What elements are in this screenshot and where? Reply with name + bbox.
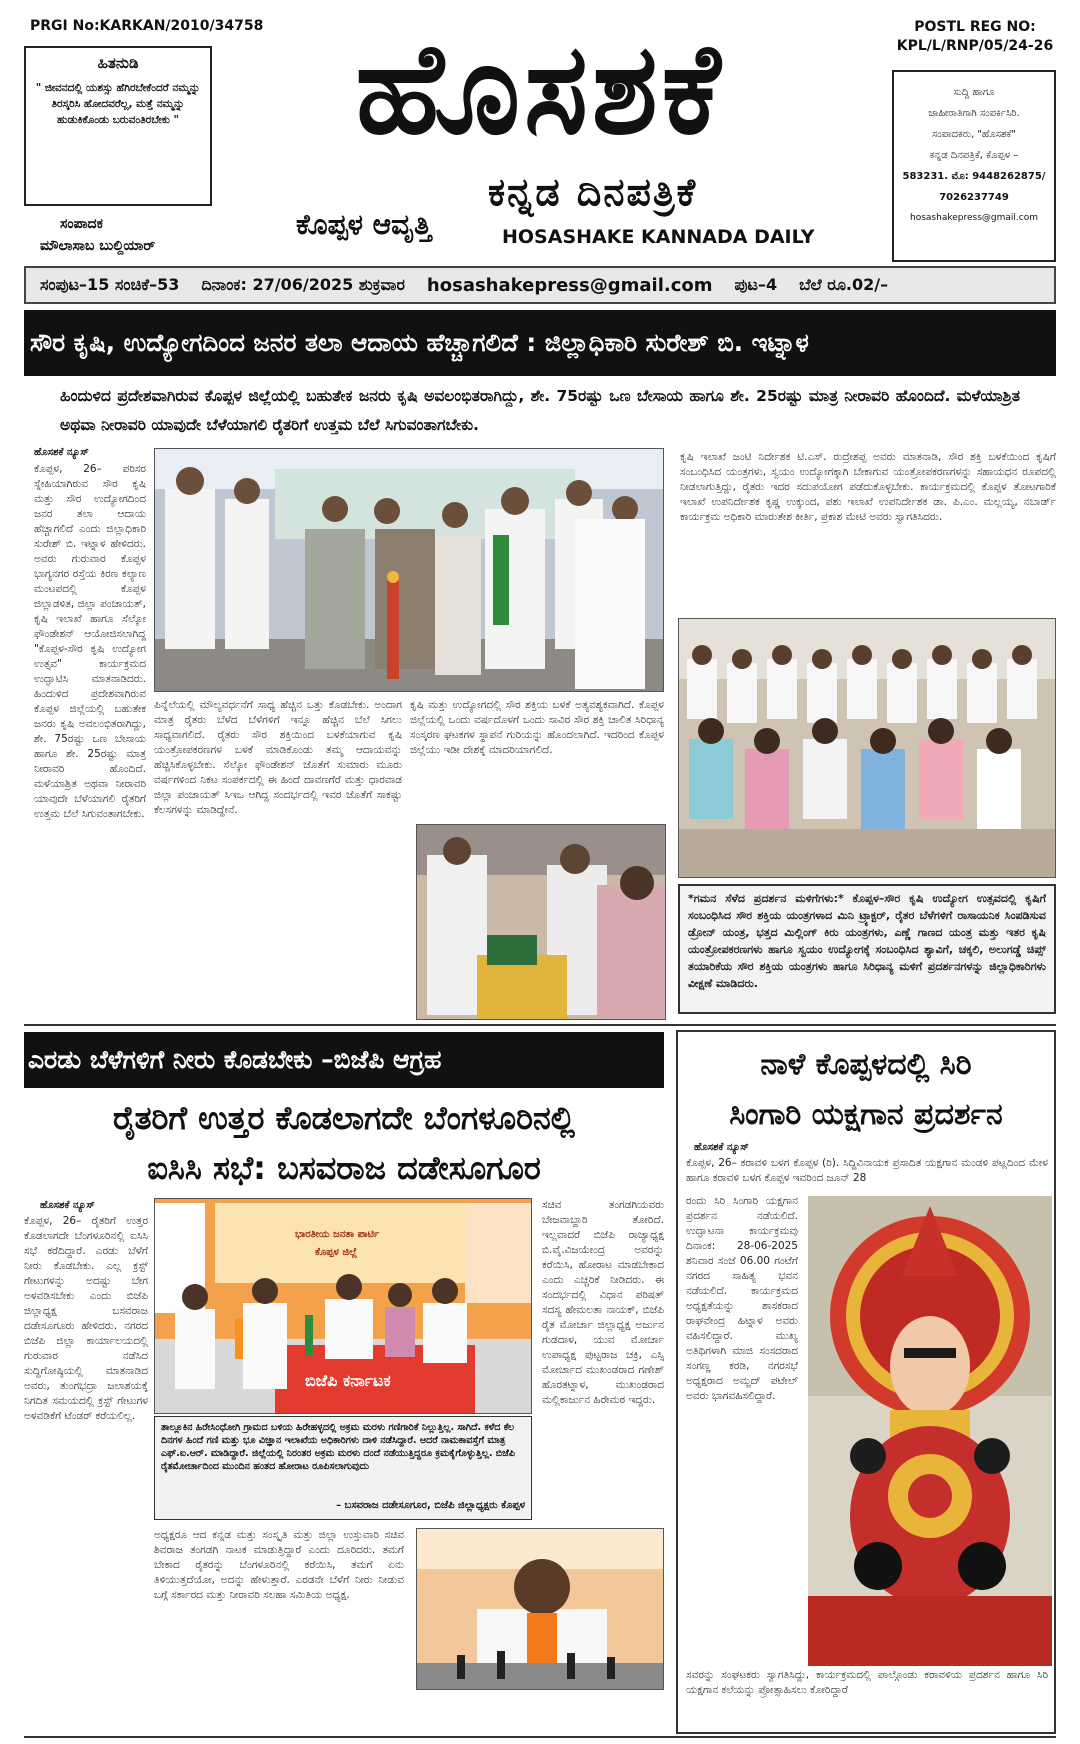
bjp-headline-2: ಐಸಿಸಿ ಸಭೆ: ಬಸವರಾಜ ದಡೇಸೂಗೂರ xyxy=(147,1149,541,1187)
bjp-headline-1: ರೈತರಿಗೆ ಉತ್ತರ ಕೊಡಲಾಗದೇ ಬೆಂಗಳೂರಿನಲ್ಲಿ xyxy=(113,1099,575,1137)
lead-byline: ಹೊಸಶಕೆ ನ್ಯೂಸ್ xyxy=(34,447,89,458)
subtitle-kannada: ಕನ್ನಡ ದಿನಪತ್ರಿಕೆ xyxy=(488,170,698,214)
bjp-byline: ಹೊಸಶಕೆ ನ್ಯೂಸ್ xyxy=(40,1200,95,1211)
stage-photo xyxy=(154,448,664,692)
motto-text: " ಜೀವನದಲ್ಲಿ ಯಶಸ್ಸು ಹೆಗಿರಬೇಕೆಂದರೆ ನಮ್ಮನ್ನು ತಿರಸ್ಕರಿಸಿ ಹೋದವರೆಲ್ಲ, ಮತ್ತೆ ನಮ್ಮನ್ನು ಹುಡುಕಿಕೊಂಡು ಬರುವಂತಿರಬೇಕು " xyxy=(35,82,201,126)
contact-line: ಜಾಹೀರಾತಿಗಾಗಿ ಸಂಪರ್ಕಿಸಿರಿ. xyxy=(928,108,1020,119)
yakshagana-headline-1: ನಾಳೆ ಕೊಪ್ಪಳದಲ್ಲಿ ಸಿರಿ xyxy=(760,1047,972,1082)
contact-line: ಸುದ್ದಿ ಹಾಗೂ xyxy=(953,87,995,98)
audience-photo-art xyxy=(679,619,1056,878)
bjp-banner-sub: ಕೊಪ್ಪಳ ಜಿಲ್ಲೆ xyxy=(315,1247,358,1258)
lead-column-2: ಪಿನ್ನೆಲೆಯಲ್ಲಿ ಮೌಲ್ಯವರ್ಧನೆಗೆ ಸಾಧ್ಯ ಹೆಚ್ಚಿನ ಒತ್ತು ಕೊಡಬೇಕು. ಅಂದಾಗ ಮಾತ್ರ ರೈತರು ಬೆಳೆದ ಬೆಳೆಗಳಿಗೆ ಇನ್ನೂ ಹೆಚ್ಚಿನ ಬೆಲೆ ಸಿಗಲು ಸಾಧ್ಯವಾಗಲಿದೆ. ರೈತರು ಸೌರ ಶಕ್ತಿಯಿಂದ ಬಳಕೆಯಾಗುವ ಕೃಷಿ ಯಂತ್ರೋಪಕರಣಗಳ ಬಳಕೆ ಮಾಡಿಕೊಂಡು ತಮ್ಮ ಆದಾಯವನ್ನು ಹೆಚ್ಚಿಸಿಕೊಳ್ಳಬೇಕು. ಸೆಲ್ಕೋ ಫೌಂಡೇಶನ್ ಜೊತೆಗೆ ಸುಮಾರು ಮೂರು ವರ್ಷಗಳಿಂದ ನಿಕಟ ಸಂಪರ್ಕದಲ್ಲಿ ಈ ಹಿಂದೆ ದಾವಣಗೆರೆ ಮತ್ತು ಧಾರವಾಡ ಜಿಲ್ಲಾ ಪಂಚಾಯತ್ ಸಿಇಒ ಆಗಿದ್ದ ಸಂದರ್ಭದಲ್ಲಿ ಇವರ ಜೊತೆಗೆ ಸಾಕಷ್ಟು ಕೆಲಸಗಳನ್ನು ಮಾಡಿದ್ದೇನೆ. xyxy=(154,699,402,816)
dateline-bar xyxy=(24,266,1056,304)
section-divider xyxy=(24,1024,1056,1026)
price: ಬೆಲೆ ರೂ.02/– xyxy=(799,275,889,294)
bjp-column-1: ಕೊಪ್ಪಳ, 26– ರೈತರಿಗೆ ಉತ್ತರ ಕೊಡಲಾಗದೇ ಬೆಂಗಳೂರಿನಲ್ಲಿ ಐಸಿಸಿ ಸಭೆ ಕರೆದಿದ್ದಾರೆ. ಎರಡು ಬೆಳೆಗೆ ನೀರು ಕೊಡಬೇಕು. ಎಲ್ಲ ಕ್ರಸ್ಟ್ ಗೇಟುಗಳನ್ನು ಅದಷ್ಟು ಬೇಗ ಅಳವಡಿಸಬೇಕು ಎಂದು ಬಿಜೆಪಿ ಜಿಲ್ಲಾಧ್ಯಕ್ಷ ಬಸವರಾಜ ದಡೇಸೂಗೂರು ಹೇಳಿದರು. ನಗರದ ಬಿಜೆಪಿ ಜಿಲ್ಲಾ ಕಾರ್ಯಾಲಯದಲ್ಲಿ ಗುರುವಾರ ನಡೆಸಿದ ಸುದ್ದಿಗೋಷ್ಠಿಯಲ್ಲಿ ಮಾತನಾಡಿದ ಅವರು, ತುಂಗಭದ್ರಾ ಜಲಾಶಯಕ್ಕೆ ನಿಗದಿತ ಸಮಯದಲ್ಲಿ ಕ್ರಸ್ಟ್ ಗೇಟುಗಳ ಅಳವಡಿಕೆಗೆ ಟೆಂಡರ್ ಕರೆಯಲಿಲ್ಲ. xyxy=(24,1215,148,1422)
stage-photo-art xyxy=(155,449,664,692)
motto-box xyxy=(24,46,212,206)
contact-line: 7026237749 xyxy=(939,192,1009,203)
contact-line: ಸಂಪಾದಕರು, "ಹೊಸಶಕೆ" xyxy=(931,129,1017,140)
yakshagana-closing: ಸವರನ್ನು ಸಂಘಟಕರು ಸ್ವಾಗತಿಸಿದ್ದು, ಕಾರ್ಯಕ್ರಮದಲ್ಲಿ ಪಾಲ್ಗೊಂಡು ಕರಾವಳಿಯ ಪ್ರದರ್ಶನ ಹಾಗೂ ಸಿರಿ ಯಕ್ಷಗಾನ ಕಲೆಯನ್ನು ಪ್ರೋತ್ಸಾಹಿಸಲು ಕೋರಿದ್ದಾರೆ xyxy=(686,1669,1048,1696)
lead-column-1: ಕೊಪ್ಪಳ, 26– ಪರಿಸರ ಸ್ನೇಹಿಯಾಗಿರುವ ಸೌರ ಕೃಷಿ ಮತ್ತು ಸೌರ ಉದ್ಯೋಗದಿಂದ ಜನರ ತಲಾ ಆದಾಯ ಹೆಚ್ಚಾಗಲಿದೆ ಎಂದು ಜಿಲ್ಲಾಧಿಕಾರಿ ಸುರೇಶ್ ಬಿ. ಇಟ್ನಾಳ ಹೇಳಿದರು. ಅವರು ಗುರುವಾರ ಕೊಪ್ಪಳ ಭಾಗ್ಯನಗರ ರಸ್ತೆಯ ಕಿರಣ ಕಲ್ಯಾಣ ಮಂಟಪದಲ್ಲಿ ಕೊಪ್ಪಳ ಜಿಲ್ಲಾಡಳಿತ, ಜಿಲ್ಲಾ ಪಂಚಾಯತ್, ಕೃಷಿ ಇಲಾಖೆ ಹಾಗೂ ಸೆಲ್ಕೋ ಫೌಂಡೇಶನ್ ಆಯೋಜಿಸಲಾಗಿದ್ದ "ಕೊಪ್ಪಳ-ಸೌರ ಕೃಷಿ ಉದ್ಯೋಗ ಉತ್ಸವ" ಕಾರ್ಯಕ್ರಮದ ಉದ್ಘಾಟಿಸಿ ಮಾತನಾಡಿದರು. ಹಿಂದುಳಿದ ಪ್ರದೇಶವಾಗಿರುವ ಕೊಪ್ಪಳ ಜಿಲ್ಲೆಯಲ್ಲಿ ಬಹುತೇಕ ಜನರು ಕೃಷಿ ಅವಲಂಭಿತರಾಗಿದ್ದು, ಶೇ. 75ರಷ್ಟು ಒಣ ಬೇಸಾಯ ಹಾಗೂ ಶೇ. 25ರಷ್ಟು ಮಾತ್ರ ನೀರಾವರಿ ಹೊಂದಿದೆ. ಮಳೆಯಾಶ್ರಿತ ಅಥವಾ ನೀರಾವರಿ ಯಾವುದೇ ಬೆಳೆಯಾಗಲಿ ರೈತರಿಗೆ ಉತ್ತಮ ಬೆಲೆ ಸಿಗುವಂತಾಗಬೇಕು. xyxy=(34,463,146,820)
bjp-kicker: ಎರಡು ಬೆಳೆಗಳಿಗೆ ನೀರು ಕೊಡಬೇಕು –ಬಿಜೆಪಿ ಆಗ್ರಹ xyxy=(24,1032,664,1088)
page-count: ಪುಟ–4 xyxy=(734,275,778,294)
yakshagana-photo-art xyxy=(808,1196,1052,1666)
bjp-banner-text: ಭಾರತೀಯ ಜನತಾ ಪಾರ್ಟಿ xyxy=(295,1229,380,1240)
audience-photo xyxy=(678,618,1056,878)
yakshagana-column: ರಂದು ಸಿರಿ ಸಿಂಗಾರಿ ಯಕ್ಷಗಾನ ಪ್ರದರ್ಶನ ನಡೆಯಲಿದೆ. ಉದ್ಘಾಟನಾ ಕಾರ್ಯಕ್ರಮವು ದಿನಾಂಕ: 28-06-2025 ಶನಿವಾರ ಸಂಜೆ 06.00 ಗಂಟೆಗೆ ನಗರದ ಸಾಹಿತ್ಯ ಭವನ ನಡೆಯಲಿದೆ. ಕಾರ್ಯಕ್ರಮದ ಅಧ್ಯಕ್ಷತೆಯನ್ನು ಶಾಸಕರಾದ ರಾಘವೇಂದ್ರ ಹಿಟ್ನಾಳ ಅವರು ವಹಿಸಲಿದ್ದಾರೆ. ಮುಖ್ಯ ಅತಿಥಿಗಳಾಗಿ ಮಾಜಿ ಸಂಸದರಾದ ಸಂಗಣ್ಣ ಕರಡಿ, ನಗರಸಭೆ ಅಧ್ಯಕ್ಷರಾದ ಅಮ್ಜದ್ ಪಟೇಲ್ ಅವರು ಭಾಗವಹಿಸಲಿದ್ದಾರೆ. xyxy=(686,1195,798,1402)
yakshagana-photo xyxy=(808,1196,1052,1666)
press-meet-photo xyxy=(154,1198,532,1414)
yakshagana-byline: ಹೊಸಶಕೆ ನ್ಯೂಸ್ xyxy=(694,1142,749,1153)
caption-text: ತಾಲ್ಲೂಕಿನ ಹಿರೇಸಿಂಧೋಗಿ ಗ್ರಾಮದ ಬಳಿಯ ಹಿರೇಹಳ್ಳದಲ್ಲಿ ಅಕ್ರಮ ಮರಳು ಗಣಿಗಾರಿಕೆ ನಿಲ್ಲುತ್ತಿಲ್ಲ. ಸಾಗಿದೆ. ಕಳೆದ ಕೆಲ ದಿನಗಳ ಹಿಂದೆ ಗಣಿ ಮತ್ತು ಭೂ ವಿಜ್ಞಾನ ಇಲಾಖೆಯ ಅಧಿಕಾರಿಗಳು ದಾಳಿ ನಡೆಸಿದ್ದಾರೆ. ಆದರೆ ನಾಮಕಾವಸ್ತೆಗೆ ಮಾತ್ರ ಎಫ್.ಐ.ಆರ್. ಮಾಡಿದ್ದಾರೆ. ಜಿಲ್ಲೆಯಲ್ಲಿ ನಿರಂತರ ಅಕ್ರಮ ಮರಳು ದಂದೆ ನಡೆಯುತ್ತಿದ್ದರೂ ಕ್ರಮಕೈಗೊಳ್ಳುತ್ತಿಲ್ಲ. ಬಿಜೆಪಿ ರೈತಮೋರ್ಚಾದಿಂದ ಮುಂದಿನ ಹಂತದ ಹೋರಾಟ ರೂಪಿಸಲಾಗುವುದು xyxy=(161,1422,516,1472)
stall-photo xyxy=(416,824,666,1020)
exhibition-text: *ಗಮನ ಸೆಳೆದ ಪ್ರದರ್ಶನ ಮಳಿಗೆಗಳು:* ಕೊಪ್ಪಳ–ಸೌರ ಕೃಷಿ ಉದ್ಯೋಗ ಉತ್ಸವದಲ್ಲಿ ಕೃಷಿಗೆ ಸಂಬಂಧಿಸಿದ ಸೌರ ಶಕ್ತಿಯ ಯಂತ್ರಗಳಾದ ಮಿನಿ ಟ್ರ್ಯಾಕ್ಟರ್, ರೈತರ ಬೆಳೆಗಳಿಗೆ ರಾಸಾಯನಿಕ ಸಿಂಪಡಿಸುವ ಡ್ರೋನ್ ಯಂತ್ರ, ಭತ್ತದ ಮಿಲ್ಲಿಂಗ್ ಕಿರು ಯಂತ್ರಗಳು, ಎಣ್ಣೆ ಗಾಣದ ಯಂತ್ರ ಮತ್ತು ಇತರ ಕೃಷಿ ಯಂತ್ರೋಪಕರಣಗಳು ಹಾಗೂ ಸ್ವಯಂ ಉದ್ಯೋಗಕ್ಕೆ ಸಂಬಂಧಿಸಿದ ಶ್ಯಾವಿಗೆ, ಚಕ್ಕಲಿ, ಅಲುಗಡ್ಡೆ ಚಿಪ್ಸ್ ತಯಾರಿಕೆಯ ಸೌರ ಶಕ್ತಿಯ ಯಂತ್ರಗಳು ಹಾಗೂ ಸಿರಿಧಾನ್ಯ ಮಳಿಗೆ ಪ್ರದರ್ಶನಗಳನ್ನು ಜಿಲ್ಲಾಧಿಕಾರಿಗಳು ವೀಕ್ಷಣೆ ಮಾಡಿದರು. xyxy=(688,892,1046,990)
motto-title: ಹಿತನುಡಿ xyxy=(97,54,139,72)
speaker-photo xyxy=(416,1528,664,1690)
contact-line: 583231. ಮೊ: 9448262875/ xyxy=(902,171,1046,182)
contact-line: ಕನ್ನಡ ದಿನಪತ್ರಿಕೆ, ಕೊಪ್ಪಳ – xyxy=(929,150,1019,161)
stall-photo-art xyxy=(417,825,666,1020)
bjp-column-3: ಅಧ್ಯಕ್ಷರೂ ಆದ ಕನ್ನಡ ಮತ್ತು ಸಂಸ್ಕೃತಿ ಮತ್ತು ಜಿಲ್ಲಾ ಉಸ್ತುವಾರಿ ಸಚಿವ ಶಿವರಾಜ ತಂಗಡಗಿ ನಾಟಕ ಮಾಡುತ್ತಿದ್ದಾರೆ ಎಂದು ದೂರಿದರು. ತಮಗೆ ಬೇಕಾದ ರೈತರನ್ನು ಬೆಂಗಳೂರಿನಲ್ಲಿ ಕರೆಯಿಸಿ, ತಮಗೆ ಏನು ತಿಳಿಯುತ್ತದೆಯೋ, ಅದನ್ನು ಹೇಳುತ್ತಾರೆ. ಎರಡನೇ ಬೆಳೆಗೆ ನೀರು ನೀಡುವ ಬಗ್ಗೆ ಸರ್ಕಾರದ ಮತ್ತು ನೀರಾವರಿ ಸಲಹಾ ಸಮಿತಿಯ ಅಧ್ಯಕ್ಷ. xyxy=(154,1529,404,1601)
lead-column-3: ಕೃಷಿ ಮತ್ತು ಉದ್ಯೋಗದಲ್ಲಿ ಸೌರ ಶಕ್ತಿಯ ಬಳಕೆ ಅತ್ಯವಶ್ಯಕವಾಗಿದೆ. ಕೊಪ್ಪಳ ಜಿಲ್ಲೆಯಲ್ಲಿ ಒಂದು ವರ್ಷದೊಳಗೆ ಒಂದು ಸಾವಿರ ಸೌರ ಶಕ್ತಿ ಚಾಲಿತ ಸಿರಿಧಾನ್ಯ ಸಂಸ್ಕರಣ ಘಟಕಗಳ ಸ್ಥಾಪನೆ ಗುರಿಯನ್ನು ಹೊಂದಲಾಗಿದೆ. ಇದರಿಂದ ಕೊಪ್ಪಳ ಜಿಲ್ಲೆಯು ಇಡೀ ದೇಶಕ್ಕೆ ಮಾದರಿಯಾಗಲಿದೆ. xyxy=(410,699,664,756)
issue-date: ದಿನಾಂಕ: 27/06/2025 ಶುಕ್ರವಾರ xyxy=(201,275,405,294)
lead-headline: ಸೌರ ಕೃಷಿ, ಉದ್ಯೋಗದಿಂದ ಜನರ ತಲಾ ಆದಾಯ ಹೆಚ್ಚಾಗಲಿದೆ : ಜಿಲ್ಲಾಧಿಕಾರಿ ಸುರೇಶ್ ಬಿ. ಇಟ್ನಾಳ xyxy=(24,310,1056,376)
contact-box xyxy=(892,70,1056,262)
bjp-column-2: ಸಚಿವ ತಂಗಡಗಿಯವರು ಬೇಜವಾಬ್ದಾರಿ ತೋರಿದೆ. ಇಲ್ಲವಾದರೆ ಬಿಜೆಪಿ ರಾಜ್ಯಾಧ್ಯಕ್ಷ ಬಿ.ವೈ.ವಿಜಯೇಂದ್ರ ಅವರನ್ನು ಕರೆಯಿಸಿ, ಹೋರಾಟ ಮಾಡಬೇಕಾದ ಎಂದು ಎಚ್ಚರಿಕೆ ನೀಡಿದರು. ಈ ಸಂದರ್ಭದಲ್ಲಿ ವಿಧಾನ ಪರಿಷತ್ ಸದಸ್ಯ ಹೇಮಲತಾ ನಾಯಕ್, ಬಿಜೆಪಿ ರೈತ ಮೋರ್ಚಾ ಜಿಲ್ಲಾಧ್ಯಕ್ಷ ಅರ್ಜುನ ಗುಡದಾಳ, ಯುವ ಮೋರ್ಚಾ ಉಪಾಧ್ಯಕ್ಷ ಪುಟ್ಟರಾಜ ಚಕ್ರಿ, ಎಸ್ಸಿ ಮೋರ್ಚಾದ ಮುಖಂಡರಾದ ಗಣೇಶ್ ಹೊರತಟ್ನಾಳ, ಮುಖಂಡರಾದ ಮಲ್ಲಿಕಾರ್ಜುನ ಹಿರೇಮಠ ಇದ್ದರು. xyxy=(542,1199,664,1406)
contact-email: hosashakepress@gmail.com xyxy=(910,213,1038,223)
page-bottom-rule xyxy=(24,1736,1056,1738)
postal-reg: POSTL REG NO: KPL/L/RNP/05/24-26 xyxy=(896,19,1054,54)
subtitle-english: HOSASHAKE KANNADA DAILY xyxy=(502,226,815,248)
yakshagana-headline-2: ಸಿಂಗಾರಿ ಯಕ್ಷಗಾನ ಪ್ರದರ್ಶನ xyxy=(729,1097,1003,1132)
exhibition-box xyxy=(678,884,1056,1014)
speaker-photo-art xyxy=(417,1529,664,1690)
press-photo-caption xyxy=(154,1416,532,1520)
editor-name: ಮೌಲಾಸಾಬ ಬುಲ್ದಿಯಾರ್ xyxy=(40,238,156,254)
table-banner-text: ಬಿಜೆಪಿ ಕರ್ನಾಟಕ xyxy=(305,1371,391,1390)
editor-label: ಸಂಪಾದಕ xyxy=(60,216,103,232)
email-link[interactable]: hosashakepress@gmail.com xyxy=(426,274,713,296)
caption-credit: – ಬಸವರಾಜ ದಡೇಸೂಗೂರ, ಬಿಜೆಪಿ ಜಿಲ್ಲಾಧ್ಯಕ್ಷರು ಕೊಪ್ಪಳ xyxy=(336,1500,525,1511)
yakshagana-intro: ಕೊಪ್ಪಳ, 26– ಕರಾವಳಿ ಬಳಗ ಕೊಪ್ಪಳ (ರಿ). ಸಿದ್ದಿವಿನಾಯಕ ಪ್ರಸಾದಿತ ಯಕ್ಷಗಾನ ಮಂಡಳಿ ಪಟ್ಲದಿಂದ ಮೇಳ ಹಾಗೂ ಕರಾವಳಿ ಬಳಗ ಕೊಪ್ಪಳ ಇವರಿಂದ ಜೂನ್ 28 xyxy=(686,1157,1048,1184)
lead-column-4: ಕೃಷಿ ಇಲಾಖೆ ಜಂಟಿ ನಿರ್ದೇಶಕ ಟಿ.ಎಸ್. ರುದ್ರೇಶಪ್ಪ ಅವರು ಮಾತನಾಡಿ, ಸೌರ ಶಕ್ತಿ ಬಳಕೆಯಿಂದ ಕೃಷಿಗೆ ಸಂಬಂಧಿಸಿದ ಯಂತ್ರಗಳು, ಸ್ವಯಂ ಉದ್ಯೋಗಕ್ಕಾಗಿ ಬೇಕಾಗುವ ಯಂತ್ರೋಪಕರಣಗಳನ್ನು ಸಹಾಯಧನ ರೂಪದಲ್ಲಿ ನೀಡಲಾಗುತ್ತಿದ್ದು, ರೈತರು ಇದರ ಸದುಪಯೋಗ ಪಡೆದುಕೊಳ್ಳಬೇಕು. ಕಾರ್ಯಕ್ರಮದಲ್ಲಿ ಕೊಪ್ಪಳ ತೋಟಗಾರಿಕೆ ಇಲಾಖೆ ಉಪನಿರ್ದೇಶಕ ಕೃಷ್ಣ ಉಕ್ಕುಂದ, ಪಶು ಇಲಾಖೆ ಉಪನಿರ್ದೇಶಕ ಡಾ. ಪಿ.ಎಂ. ಮಲ್ಲಯ್ಯ, ನಬಾರ್ಡ್ ಕಾರ್ಯಕ್ರಮ ಅಧಿಕಾರಿ ಮಾರುತೇಶ ಕೀರ್ತಿ, ಪ್ರಕಾಶ ಮೇಟಿ ಅವರು ಸ್ವಾಗತಿಸಿದರು. xyxy=(680,451,1056,523)
issue-number: ಸಂಪುಟ–15 ಸಂಚಿಕೆ–53 xyxy=(40,275,180,294)
newspaper-title: ಹೊಸಶಕೆ xyxy=(355,16,725,163)
prgi-number: PRGI No:KARKAN/2010/34758 xyxy=(30,18,264,34)
edition-label: ಕೊಪ್ಪಳ ಆವೃತ್ತಿ xyxy=(296,208,432,241)
lead-deck: ಹಿಂದುಳಿದ ಪ್ರದೇಶವಾಗಿರುವ ಕೊಪ್ಪಳ ಜಿಲ್ಲೆಯಲ್ಲಿ ಬಹುತೇಕ ಜನರು ಕೃಷಿ ಅವಲಂಭಿತರಾಗಿದ್ದು, ಶೇ. 75ರಷ್ಟು ಒಣ ಬೇಸಾಯ ಹಾಗೂ ಶೇ. 25ರಷ್ಟು ಮಾತ್ರ ನೀರಾವರಿ ಹೊಂದಿದೆ. ಮಳೆಯಾಶ್ರಿತ ಅಥವಾ ನೀರಾವರಿ ಯಾವುದೇ ಬೆಳೆಯಾಗಲಿ ರೈತರಿಗೆ ಉತ್ತಮ ಬೆಲೆ ಸಿಗುವಂತಾಗಬೇಕು. xyxy=(60,387,1020,434)
